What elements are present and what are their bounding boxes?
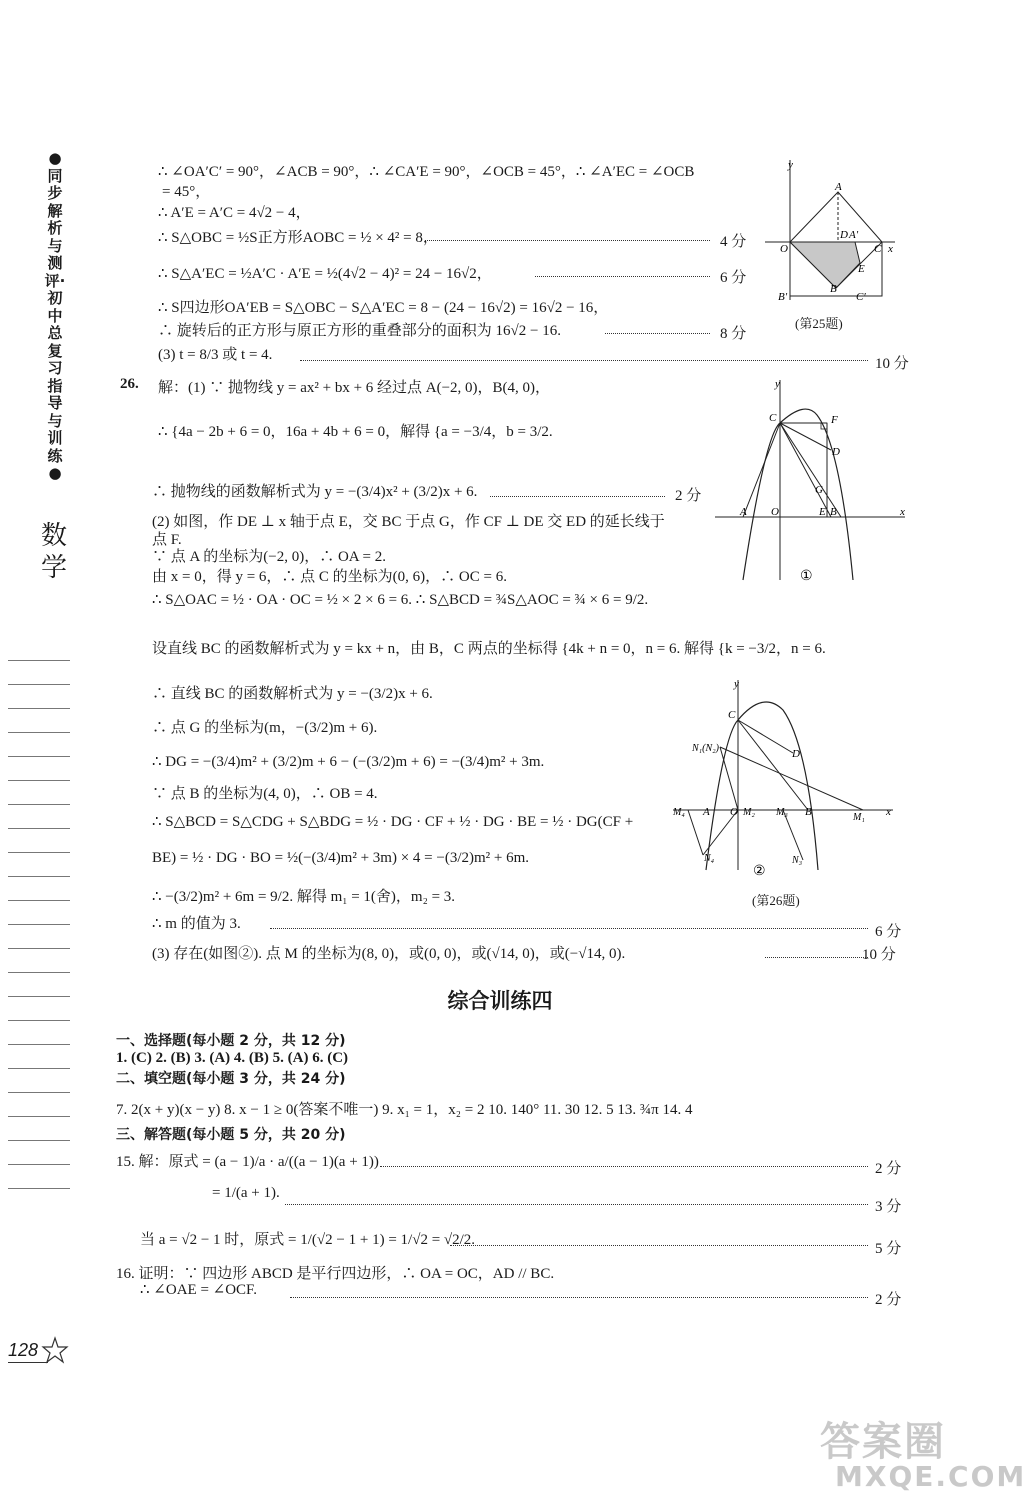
fig-label: N₁(N₂) <box>692 743 719 754</box>
q26-line: 解：(1) ∵ 抛物线 y = ax² + bx + 6 经过点 A(−2, 0)，B(4, 0)， <box>158 380 551 396</box>
q26-line: ∴ S△BCD = S△CDG + S△BDG = ½ · DG · CF + ½ · DG · BE = ½ · DG(CF + <box>152 814 634 830</box>
fig-label: D <box>840 229 848 241</box>
score-label: 4 分 <box>720 234 747 250</box>
score-label: 10 分 <box>875 356 909 372</box>
fig-label: y <box>788 159 793 171</box>
q26-line: (3) 存在(如图②). 点 M 的坐标为(8, 0)，或(0, 0)，或(√14, 0)，或(−√14, 0). <box>152 946 626 962</box>
series-title-vertical: ●同步解析与测评·初中总复习指导与训练● <box>44 149 66 482</box>
figure-caption: (第25题) <box>795 316 843 331</box>
score-label: 6 分 <box>875 924 902 940</box>
fig-label: A <box>835 181 842 193</box>
score-label: 2 分 <box>675 488 702 504</box>
q26-line: 设直线 BC 的函数解析式为 y = kx + n，由 B，C 两点的坐标得 {4k + n = 0，n = 6. 解得 {k = −3/2，n = 6. <box>152 641 826 657</box>
q26-line: ∴ −(3/2)m² + 6m = 9/2. 解得 m₁ = 1(舍)，m₂ = 3. <box>152 889 456 905</box>
fig-label: B <box>830 506 837 518</box>
fig-label: B <box>805 806 812 818</box>
subject-label: 数学 <box>40 521 67 583</box>
q26-line: ∴ 直线 BC 的函数解析式为 y = −(3/2)x + 6. <box>152 686 433 702</box>
score-label: 2 分 <box>875 1292 902 1308</box>
fig-label: D <box>832 446 840 458</box>
fig-label: B <box>830 283 837 295</box>
q26-line: ∴ S△OAC = ½ · OA · OC = ½ × 2 × 6 = 6. ∴ S△BCD = ¾S△AOC = ¾ × 6 = 9/2. <box>152 592 649 608</box>
score-label: 8 分 <box>720 326 747 342</box>
score-label: 5 分 <box>875 1241 902 1257</box>
q26-line: ∵ 点 B 的坐标为(4, 0)，∴ OB = 4. <box>152 786 378 802</box>
q26-line: (2) 如图，作 DE ⊥ x 轴于点 E，交 BC 于点 G，作 CF ⊥ DE 交 ED 的延长线于 <box>152 514 665 530</box>
fig-label: B′ <box>778 291 788 303</box>
watermark-url: MXQE.COM <box>835 1460 1026 1493</box>
fig-label: ② <box>753 864 766 879</box>
score-label: 2 分 <box>875 1161 902 1177</box>
fig-label: A <box>703 806 710 818</box>
q15-line: = 1/(a + 1). <box>212 1185 280 1201</box>
q26-line: ∴ {4a − 2b + 6 = 0，16a + 4b + 6 = 0，解得 {a = −3/4，b = 3/2. <box>158 424 553 440</box>
fig-label: M₁ <box>853 812 865 823</box>
fig-label: C <box>728 709 736 721</box>
figure-26-2 <box>668 675 898 879</box>
fig-label: F <box>831 414 838 426</box>
fig-label: E <box>858 263 865 275</box>
fig-label: C <box>874 243 882 255</box>
answers-fill: 7. 2(x + y)(x − y) 8. x − 1 ≥ 0(答案不唯一) 9. x₁ = 1，x₂ = 2 10. 140° 11. 30 12. 5 13. ¾π 14. 4 <box>116 1102 693 1118</box>
fig-label: ① <box>800 569 813 584</box>
section-heading: 二、填空题(每小题 3 分，共 24 分) <box>116 1071 346 1087</box>
q15-line: 15. 解：原式 = (a − 1)/a · a/((a − 1)(a + 1)) <box>116 1154 379 1170</box>
watermark-logo: 答案圈 <box>820 1419 946 1465</box>
fig-label: E <box>819 506 826 518</box>
fig-label: O <box>771 506 779 518</box>
q25-line: ∴ S△OBC = ½S正方形AOBC = ½ × 4² = 8， <box>158 230 438 246</box>
q26-line: ∵ 点 A 的坐标为(−2, 0)，∴ OA = 2. <box>152 549 387 565</box>
fig-label: M₃ <box>776 807 788 818</box>
q25-line: ∴ S四边形OA′EB = S△OBC − S△A′EC = 8 − (24 − 16√2) = 16√2 − 16， <box>158 300 609 316</box>
q15-line: 当 a = √2 − 1 时，原式 = 1/(√2 − 1 + 1) = 1/√2 = √2/2. <box>140 1232 476 1248</box>
score-label: 3 分 <box>875 1199 902 1215</box>
q25-line: (3) t = 8/3 或 t = 4. <box>158 347 273 363</box>
fig-label: G <box>815 484 823 496</box>
q25-line: ∴ S△A′EC = ½A′C · A′E = ½(4√2 − 4)² = 24 − 16√2， <box>158 266 492 282</box>
section-heading: 一、选择题(每小题 2 分，共 12 分) <box>116 1033 346 1049</box>
q16-line: ∴ ∠OAE = ∠OCF. <box>140 1282 257 1298</box>
q26-line: ∴ DG = −(3/4)m² + (3/2)m + 6 − (−(3/2)m + 6) = −(3/4)m² + 3m. <box>152 754 545 770</box>
fig-label: C <box>769 412 777 424</box>
score-label: 6 分 <box>720 270 747 286</box>
fig-label: M₄ <box>673 807 685 818</box>
figure-caption: (第26题) <box>752 893 800 908</box>
q26-line: ∴ 抛物线的函数解析式为 y = −(3/4)x² + (3/2)x + 6. <box>152 484 478 500</box>
score-label: 10 分 <box>862 947 896 963</box>
q25-line: = 45°， <box>162 184 211 200</box>
fig-label: x <box>886 806 891 818</box>
answers-choice: 1. (C) 2. (B) 3. (A) 4. (B) 5. (A) 6. (C) <box>116 1050 349 1066</box>
fig-label: y <box>734 678 739 690</box>
fig-label: C′ <box>856 291 866 303</box>
fig-label: D <box>792 748 800 760</box>
q26-line: BE) = ½ · DG · BO = ½(−(3/4)m² + 3m) × 4 = −(3/2)m² + 6m. <box>152 850 530 866</box>
q26-line: 点 F. <box>152 532 182 548</box>
fig-label: x <box>888 243 893 255</box>
q25-line: ∴ ∠OA′C′ = 90°，∠ACB = 90°，∴ ∠CA′E = 90°，∠OCB = 45°，∴ ∠A′EC = ∠OCB <box>158 164 695 180</box>
fig-label: O <box>730 806 738 818</box>
section-heading: 三、解答题(每小题 5 分，共 20 分) <box>116 1127 346 1143</box>
fig-label: M₂ <box>743 807 755 818</box>
fig-label: A <box>740 506 747 518</box>
page-number: 128 <box>8 1340 39 1360</box>
section-title: 综合训练四 <box>447 989 553 1013</box>
fig-label: x <box>900 506 905 518</box>
fig-label: N₃ <box>792 855 803 866</box>
q26-line: ∴ 点 G 的坐标为(m，−(3/2)m + 6). <box>152 720 378 736</box>
fig-label: A′ <box>849 229 859 241</box>
figure-26-1 <box>705 375 910 590</box>
fig-label: O <box>780 243 788 255</box>
question-number: 26. <box>120 376 139 392</box>
fig-label: N₄ <box>704 853 715 864</box>
q25-line: ∴ A′E = A′C = 4√2 − 4， <box>158 205 311 221</box>
q25-line: ∴ 旋转后的正方形与原正方形的重叠部分的面积为 16√2 − 16. <box>158 323 561 339</box>
figure-25 <box>760 160 900 335</box>
fig-label: y <box>775 378 780 390</box>
q26-line: 由 x = 0，得 y = 6，∴ 点 C 的坐标为(0, 6)，∴ OC = 6. <box>152 569 507 585</box>
star-icon <box>42 1337 68 1363</box>
q26-line: ∴ m 的值为 3. <box>152 916 241 932</box>
q16-line: 16. 证明：∵ 四边形 ABCD 是平行四边形，∴ OA = OC，AD // BC. <box>116 1266 555 1282</box>
